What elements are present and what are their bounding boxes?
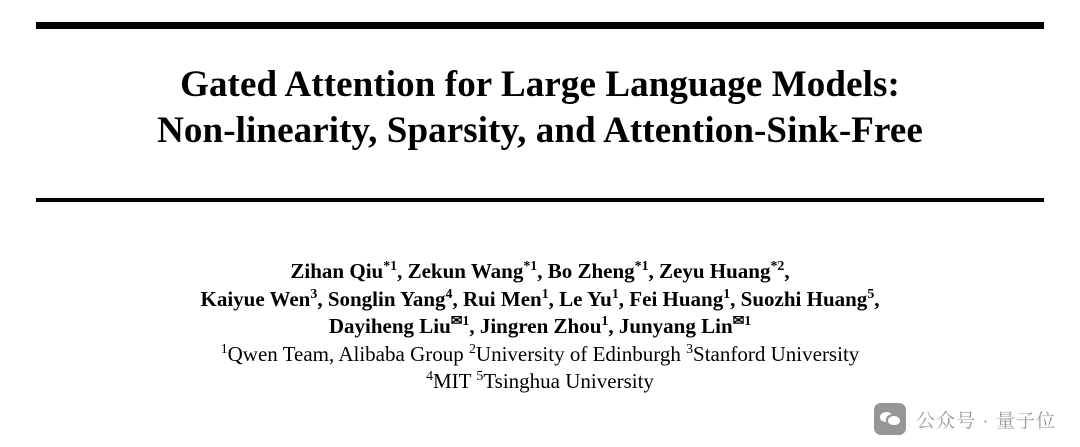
affiliation-line-1: $^1$Qwen Team, Alibaba Group $^2$University of Edinburgh $^3$Stanford University	[220, 340, 860, 366]
watermark-label: 公众号 · 量子位	[916, 410, 1056, 432]
author-line-2: Kaiyue Wen$^3$, Songlin Yang$^4$, Rui Men$^1$, Le Yu$^1$, Fei Huang$^1$, Suozhi Huang$^5$,	[200, 285, 880, 311]
author-line-3: Dayiheng Liu$^{✉1}$, Jingren Zhou$^1$, Junyang Lin$^{✉1}$	[328, 313, 752, 338]
affiliation-line-2: $^4$MIT $^5$Tsinghua University	[426, 367, 654, 393]
title-top-rule	[36, 22, 1044, 29]
title-line-1: Gated Attention for Large Language Models:	[180, 64, 900, 105]
watermark	[874, 403, 1056, 435]
title-line-2: Non-linearity, Sparsity, and Attention-Sink-Free	[157, 110, 923, 151]
wechat-logo-icon	[874, 403, 906, 435]
title-bottom-rule	[36, 198, 1044, 202]
paper-title	[40, 62, 1040, 154]
author-list	[40, 258, 1040, 395]
author-line-1: Zihan Qiu$^{*1}$, Zekun Wang$^{*1}$, Bo Zheng$^{*1}$, Zeyu Huang$^{*2}$,	[290, 258, 790, 283]
